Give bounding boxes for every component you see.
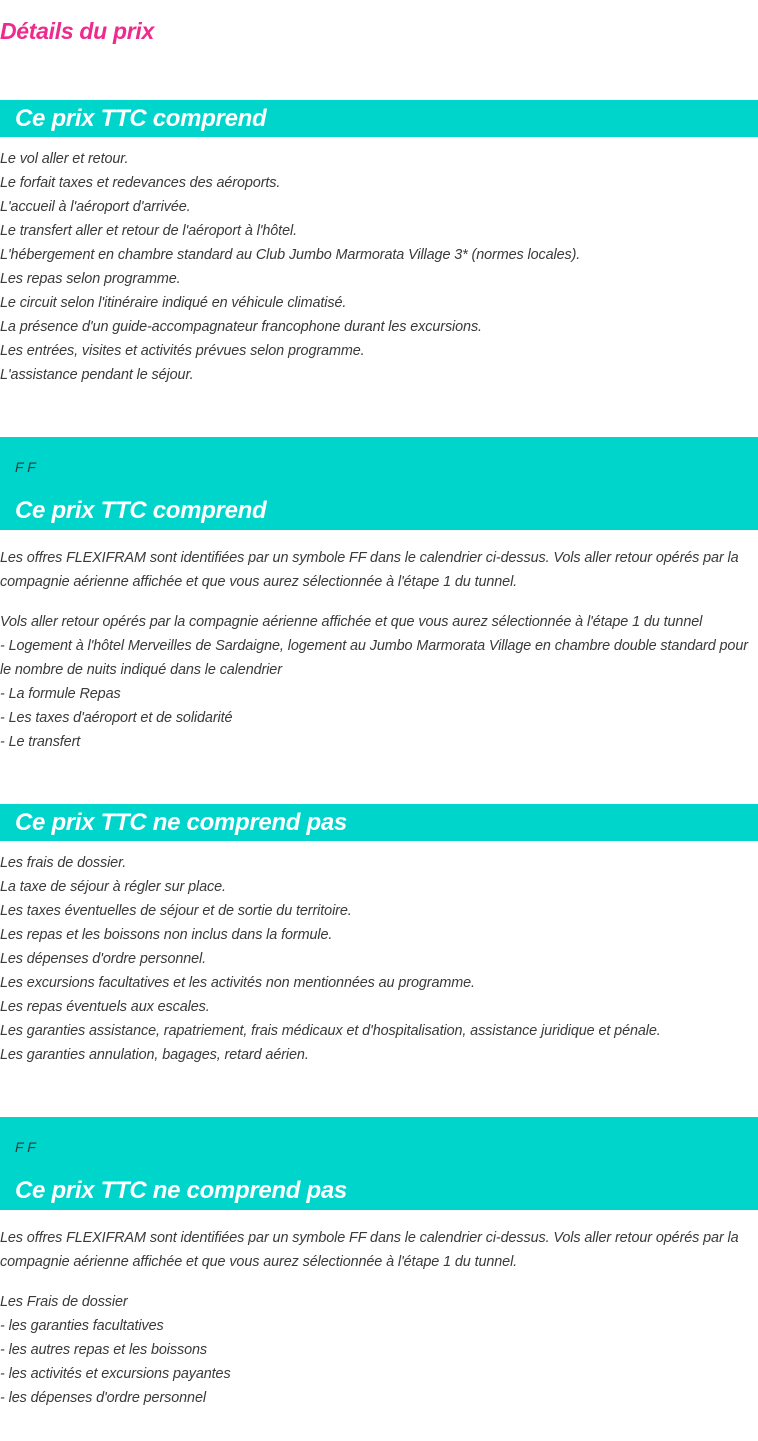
list-item: Les repas éventuels aux escales. <box>0 999 210 1015</box>
page-title: Détails du prix <box>0 18 154 44</box>
list-item: Les dépenses d'ordre personnel. <box>0 951 207 967</box>
paragraph-line: le nombre de nuits indiqué dans le calendrier <box>0 662 282 678</box>
included-ff-header-band <box>0 437 758 530</box>
list-item: Les taxes éventuelles de séjour et de sortie du territoire. <box>0 903 352 919</box>
included-ff-details <box>0 610 758 754</box>
list-item: Le forfait taxes et redevances des aéroports. <box>0 175 281 191</box>
excluded-ff-details <box>0 1290 758 1410</box>
list-item: Le transfert aller et retour de l'aéroport à l'hôtel. <box>0 223 297 239</box>
list-item: L'assistance pendant le séjour. <box>0 367 194 383</box>
paragraph-line: - Logement à l'hôtel Merveilles de Sardaigne, logement au Jumbo Marmorata Village en chambre double standard pour <box>0 638 748 654</box>
list-item: Les frais de dossier. <box>0 855 127 871</box>
paragraph-line: Les offres FLEXIFRAM sont identifiées par un symbole FF dans le calendrier ci-dessus. Vols aller retour opérés par la <box>0 550 739 566</box>
excluded-heading: Ce prix TTC ne comprend pas <box>15 809 347 836</box>
paragraph-line: - Les taxes d'aéroport et de solidarité <box>0 710 233 726</box>
list-item: Les repas selon programme. <box>0 271 181 287</box>
list-item: Les garanties annulation, bagages, retard aérien. <box>0 1047 309 1063</box>
paragraph-line: - les dépenses d'ordre personnel <box>0 1390 206 1406</box>
list-item: Les repas et les boissons non inclus dans la formule. <box>0 927 333 943</box>
included-header-band <box>0 100 758 137</box>
list-item: L'accueil à l'aéroport d'arrivée. <box>0 199 191 215</box>
included-list <box>0 147 758 387</box>
included-ff-intro <box>0 546 758 594</box>
excluded-ff-header-band <box>0 1117 758 1210</box>
paragraph-line: Vols aller retour opérés par la compagnie aérienne affichée et que vous aurez sélectionnée à l'étape 1 du tunnel <box>0 614 703 630</box>
ff-label: F F <box>15 459 36 475</box>
included-heading: Ce prix TTC comprend <box>15 105 267 132</box>
paragraph-line: compagnie aérienne affichée et que vous aurez sélectionnée à l'étape 1 du tunnel. <box>0 1254 518 1270</box>
list-item: La présence d'un guide-accompagnateur francophone durant les excursions. <box>0 319 482 335</box>
list-item: Les excursions facultatives et les activités non mentionnées au programme. <box>0 975 475 991</box>
list-item: Les garanties assistance, rapatriement, frais médicaux et d'hospitalisation, assistance juridique et pénale. <box>0 1023 661 1039</box>
list-item: Le vol aller et retour. <box>0 151 129 167</box>
paragraph-line: - La formule Repas <box>0 686 121 702</box>
excluded-ff-heading: Ce prix TTC ne comprend pas <box>15 1177 347 1204</box>
paragraph-line: Les offres FLEXIFRAM sont identifiées par un symbole FF dans le calendrier ci-dessus. Vols aller retour opérés par la <box>0 1230 739 1246</box>
list-item: Le circuit selon l'itinéraire indiqué en véhicule climatisé. <box>0 295 347 311</box>
excluded-list <box>0 851 758 1067</box>
excluded-ff-intro <box>0 1226 758 1274</box>
paragraph-line: Les Frais de dossier <box>0 1294 128 1310</box>
list-item: Les entrées, visites et activités prévues selon programme. <box>0 343 365 359</box>
list-item: L'hébergement en chambre standard au Club Jumbo Marmorata Village 3* (normes locales). <box>0 247 581 263</box>
excluded-header-band <box>0 804 758 841</box>
list-item: La taxe de séjour à régler sur place. <box>0 879 226 895</box>
included-ff-heading: Ce prix TTC comprend <box>15 497 267 524</box>
paragraph-line: - les garanties facultatives <box>0 1318 164 1334</box>
paragraph-line: - les activités et excursions payantes <box>0 1366 231 1382</box>
paragraph-line: - les autres repas et les boissons <box>0 1342 207 1358</box>
ff-label: F F <box>15 1139 36 1155</box>
paragraph-line: compagnie aérienne affichée et que vous aurez sélectionnée à l'étape 1 du tunnel. <box>0 574 518 590</box>
paragraph-line: - Le transfert <box>0 734 81 750</box>
